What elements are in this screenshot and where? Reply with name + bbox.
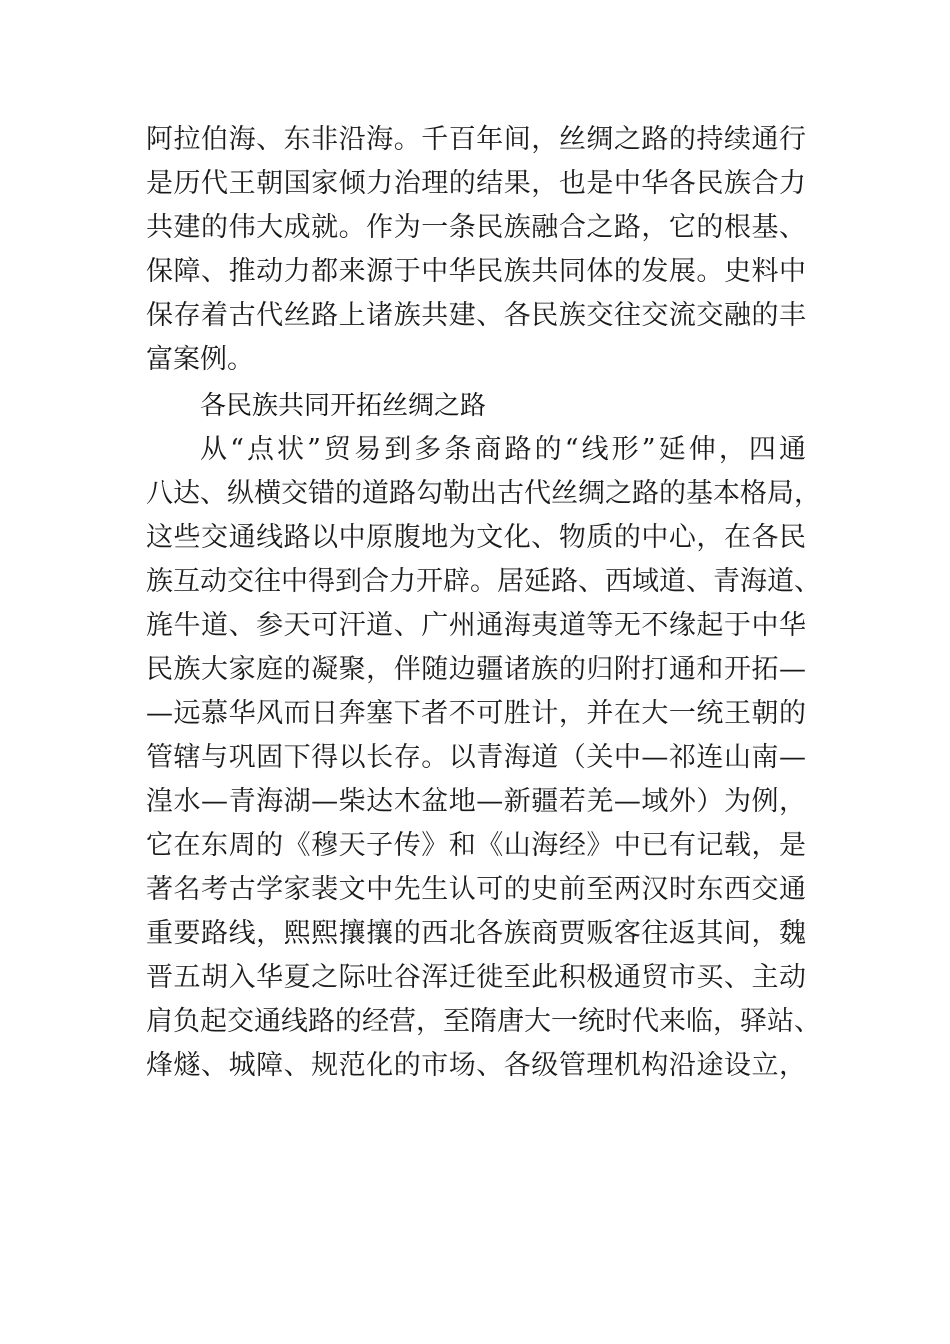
text-line: 阿拉伯海、东非沿海。千百年间，丝绸之路的持续通行 (146, 124, 806, 155)
text-line: 湟水—青海湖—柴达木盆地—新疆若羌—域外）为例， (146, 786, 806, 817)
text-line: 它在东周的《穆天子传》和《山海经》中已有记载，是 (146, 830, 806, 861)
text-line: 这些交通线路以中原腹地为文化、物质的中心，在各民 (146, 522, 806, 553)
text-line: 著名考古学家裴文中先生认可的史前至两汉时东西交通 (146, 874, 806, 905)
text-line: 烽燧、城障、规范化的市场、各级管理机构沿途设立， (146, 1050, 806, 1081)
text-line: 从“点状”贸易到多条商路的“线形”延伸，四通 (200, 434, 806, 465)
text-line: 管辖与巩固下得以长存。以青海道（关中—祁连山南— (146, 742, 806, 773)
text-line: 旄牛道、参天可汗道、广州通海夷道等无不缘起于中华 (146, 610, 806, 641)
text-line: 重要路线，熙熙攘攘的西北各族商贾贩客往返其间，魏 (146, 918, 806, 949)
text-line: 晋五胡入华夏之际吐谷浑迁徙至此积极通贸市买、主动 (146, 962, 806, 993)
text-line: 保存着古代丝路上诸族共建、各民族交往交流交融的丰 (146, 300, 806, 331)
section-heading: 各民族共同开拓丝绸之路 (200, 391, 487, 421)
text-line: 共建的伟大成就。作为一条民族融合之路，它的根基、 (146, 212, 806, 243)
text-line: 民族大家庭的凝聚，伴随边疆诸族的归附打通和开拓— (146, 654, 806, 685)
text-line: 是历代王朝国家倾力治理的结果，也是中华各民族合力 (146, 168, 806, 199)
text-line: 肩负起交通线路的经营，至隋唐大一统时代来临，驿站、 (146, 1006, 821, 1037)
text-line: 族互动交往中得到合力开辟。居延路、西域道、青海道、 (146, 566, 821, 597)
text-line: —远慕华风而日奔塞下者不可胜计，并在大一统王朝的 (146, 698, 806, 729)
text-line: 八达、纵横交错的道路勾勒出古代丝绸之路的基本格局， (146, 478, 821, 509)
text-line: 富案例。 (146, 344, 254, 375)
text-line: 保障、推动力都来源于中华民族共同体的发展。史料中 (146, 256, 806, 287)
